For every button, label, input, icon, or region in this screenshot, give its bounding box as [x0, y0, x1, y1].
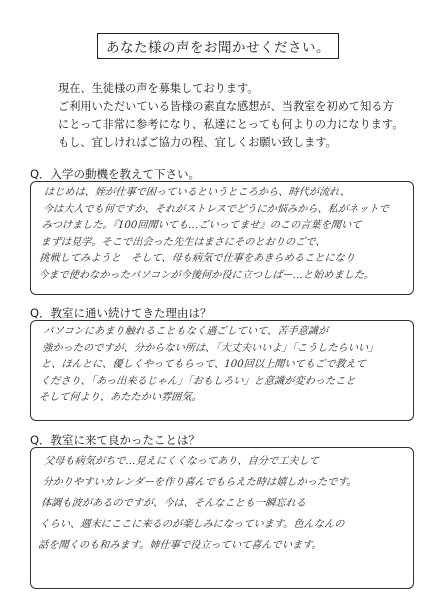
intro-line: 現在、生徒様の声を募集しております。 — [58, 82, 259, 95]
answer-box-motivation — [30, 181, 414, 295]
answer-line: 話を聞くのも和みます。姉仕事で役立っていて喜んでいます。 — [37, 540, 323, 551]
question-benefits: Q．教室に来て良かったことは？ — [30, 433, 201, 447]
answer-line: まずは見学。そこで出会った先生はまさにそのとおりのごで、 — [40, 236, 326, 248]
answer-line: 父母も病気がちで…見えにくくなってあり、自分で工夫して — [43, 456, 320, 467]
answer-line: そして何より、あたたかい雰囲気。 — [38, 392, 203, 403]
intro-paragraph — [58, 80, 418, 152]
page-title-text: あなた様の声をお聞かせください。 — [106, 40, 330, 56]
handwritten-answer — [38, 324, 410, 407]
intro-line: にとって非常に参考になり、私達にとっても何よりの力になります。 — [58, 118, 404, 131]
intro-line: もし、宜しければご協力の程、宜しくお願い致します。 — [58, 136, 337, 149]
answer-box-benefits — [30, 447, 414, 589]
handwritten-answer — [38, 185, 411, 284]
answer-line: みつけました。『100回聞いても…ごいってませ』のこの言葉を聞いて — [41, 220, 362, 231]
page-title — [97, 33, 339, 59]
question-motivation: Q．入学の動機を教えて下さい。 — [30, 167, 201, 181]
answer-line: はじめは、姪が仕事で困っているというところから、時代が流れ、 — [43, 187, 351, 198]
answer-line: パソコンにあまり触れることもなく過ごしていて、苦手意識が — [42, 326, 329, 337]
answer-box-reason — [30, 320, 414, 421]
answer-line: 今まで使わなかったパソコンが今後何か役に立つしばー…と始めました。 — [37, 269, 375, 281]
answer-line: 分かりやすいカレンダーを作り喜んでもらえた時は嬉しかったです。 — [42, 477, 358, 488]
intro-line: ご利用いただいている皆様の素直な感想が、当教室を初めて知る方 — [58, 100, 394, 113]
answer-line: くださり、「あっ出来るじゃん」「おもしろい」と意識が変わったこと — [39, 375, 356, 387]
answer-line: 体調も波があるのですが、今は、そんなことも一瞬忘れる — [40, 498, 307, 509]
answer-line: 挑戦してみようと そして、母も病気で仕事をあきらめることになり — [38, 253, 356, 264]
answer-line: 強かったのですが、分からない所は、「大丈夫いいよ」「こうしたらいい」 — [41, 342, 379, 354]
answer-line: と、ほんとに、優しくやってもらって、100回以上聞いてもごで教えて — [40, 359, 367, 370]
question-reason: Q．教室に通い続けてきた理由は？ — [30, 306, 212, 320]
answer-line: 今は大人でも何ですか、それがストレスでどうにか悩みから、私がネットで — [42, 203, 390, 215]
handwritten-answer — [37, 451, 410, 556]
answer-line: くらい、週末にここに来るのが楽しみになっています。色んなんの — [39, 519, 345, 530]
